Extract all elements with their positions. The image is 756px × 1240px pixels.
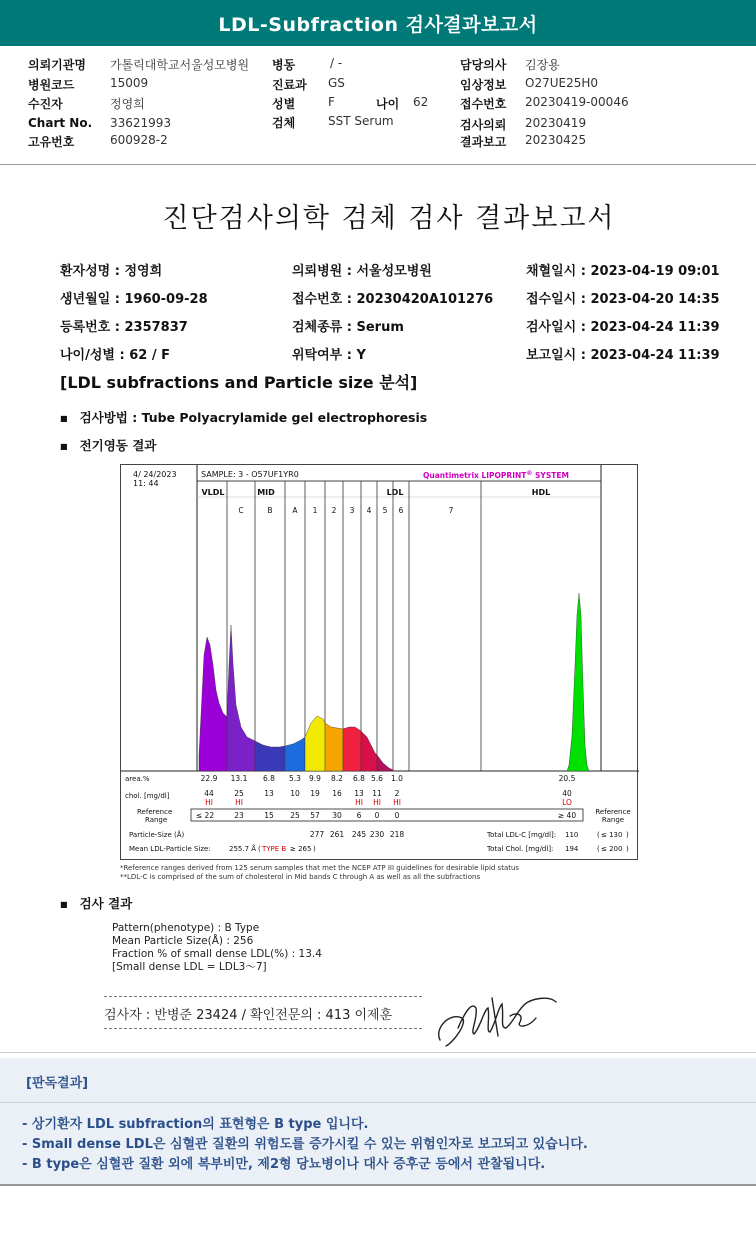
patient-info: 검체종류 : Serum: [292, 320, 404, 335]
patient-info: 환자성명 : 정영희: [60, 264, 163, 279]
ref-value: ≤ 22: [195, 811, 215, 820]
area-value: 5.6: [371, 774, 383, 783]
meta-label: 임상정보: [460, 78, 507, 92]
curve-segment: [285, 737, 305, 771]
group-label-mid: MID: [257, 488, 275, 497]
result-bullet: ■ 검사 결과: [60, 894, 132, 912]
band-label: B: [267, 506, 273, 515]
area-value: 8.2: [331, 774, 343, 783]
total-ldl-ref-close: ): [626, 831, 629, 839]
meta-label: 담당의사: [460, 58, 507, 72]
group-label-hdl: HDL: [531, 488, 551, 497]
band-label: A: [292, 506, 298, 515]
meta-value: F: [328, 95, 335, 109]
curve-segment: [567, 593, 589, 771]
band-label: 4: [366, 506, 372, 515]
meta-value: GS: [328, 76, 345, 90]
mean-size-paren: (: [258, 845, 261, 853]
particle-label: Particle-Size (Å): [129, 831, 185, 839]
meta-value: 정영희: [110, 97, 145, 111]
particle-value: 218: [389, 830, 405, 839]
electro-bullet: ■ 전기영동 결과: [60, 436, 156, 454]
mean-type: TYPE B: [262, 845, 287, 853]
particle-value: 277: [309, 830, 325, 839]
ref-range-box: [191, 809, 583, 821]
total-chol-ref: ≤ 200: [601, 845, 623, 853]
meta-value: 20230425: [525, 133, 587, 147]
curve-segment: [361, 731, 377, 771]
electrophoresis-chart: [120, 464, 638, 860]
curve-segment: [255, 741, 285, 771]
ref-value: 57: [310, 811, 320, 820]
band-label: 2: [331, 506, 337, 515]
patient-info: 보고일시 : 2023-04-24 11:39: [526, 348, 720, 363]
chol-flag: HI: [373, 798, 381, 807]
chol-value: 11: [372, 789, 382, 798]
signature-image: [432, 988, 562, 1050]
particle-value: 245: [351, 830, 367, 839]
total-ldl-ref-open: (: [597, 831, 600, 839]
ref-value: 15: [264, 811, 274, 820]
chol-value: 13: [264, 789, 274, 798]
report-title-bar: [0, 0, 756, 46]
meta-value: 김장용: [525, 58, 560, 72]
meta-value: SST Serum: [328, 114, 394, 128]
meta-label: 수진자: [28, 97, 63, 111]
interpretation-line: - 상기환자 LDL subfraction의 표현형은 B type 입니다.: [22, 1117, 369, 1132]
chol-value: 13: [354, 789, 364, 798]
interpretation-title: [판독결과]: [26, 1076, 89, 1091]
total-ldl-label: Total LDL-C [mg/dl]:: [487, 831, 557, 839]
chol-flag: HI: [355, 798, 363, 807]
patient-info: 접수번호 : 20230420A101276: [292, 292, 494, 307]
meta-value: 20230419: [525, 116, 587, 130]
meta-value: 가톨릭대학교서울성모병원: [110, 58, 250, 72]
chart-date: 4/ 24/2023: [133, 470, 177, 479]
result-line: Pattern(phenotype) : B Type: [112, 922, 260, 934]
meta-value: 62: [413, 95, 429, 109]
meta-value: 15009: [110, 76, 149, 90]
report-heading: 진단검사의학 검체 검사 결과보고서: [162, 203, 616, 234]
meta-label: 검체: [272, 116, 296, 130]
meta-value: 33621993: [110, 116, 172, 130]
group-label-ldl: LDL: [386, 488, 404, 497]
result-line: Mean Particle Size(Å) : 256: [112, 935, 254, 947]
chol-value: 10: [290, 789, 300, 798]
meta-label: 나이: [376, 97, 400, 111]
patient-info: 생년월일 : 1960-09-28: [60, 292, 208, 307]
result-line: Fraction % of small dense LDL(%) : 13.4: [112, 948, 322, 960]
total-ldl-value: 110: [565, 831, 579, 839]
meta-label: Chart No.: [28, 116, 93, 130]
total-chol-label: Total Chol. [mg/dl]:: [487, 845, 554, 853]
method-bullet: ■ 검사방법 : Tube Polyacrylamide gel electrophoresis: [60, 408, 427, 426]
area-value: 9.9: [309, 774, 321, 783]
chol-flag: LO: [562, 798, 572, 807]
curve-segment: [305, 716, 325, 771]
band-label: 7: [448, 506, 454, 515]
curve-segment: [343, 727, 361, 771]
chol-value: 2: [394, 789, 400, 798]
section-title: [LDL subfractions and Particle size 분석]: [60, 373, 418, 392]
footnote: *Reference ranges derived from 125 serum samples that met the NCEP ATP III guidelines for desirable lipid status: [120, 864, 520, 872]
sign-dash-top: [104, 996, 422, 997]
chart-sample: SAMPLE: 3 - O57UF1YR0: [201, 470, 299, 479]
meta-label: 진료과: [272, 78, 307, 92]
chol-value: 44: [204, 789, 214, 798]
row-label-area: area.%: [125, 775, 150, 783]
ref-value: 0: [394, 811, 400, 820]
chart-brand: [423, 470, 569, 480]
row-label-chol: chol. [mg/dl]: [125, 792, 170, 800]
result-summary: [112, 922, 322, 974]
interpretation-body: [0, 1102, 756, 1184]
meta-label: 성별: [272, 97, 296, 111]
meta-value: 20230419-00046: [525, 95, 629, 109]
result-line: [Small dense LDL = LDL3～7]: [112, 961, 267, 973]
area-value: 6.8: [353, 774, 365, 783]
area-value: 22.9: [200, 774, 218, 783]
ref-value: 30: [332, 811, 342, 820]
total-chol-value: 194: [565, 845, 579, 853]
chol-flag: HI: [393, 798, 401, 807]
chol-flag: HI: [205, 798, 213, 807]
row-label-ref: Reference: [137, 808, 173, 816]
mean-ref-close: ): [313, 845, 316, 853]
brand-suffix: SYSTEM: [532, 471, 569, 480]
meta-info: [0, 50, 756, 154]
meta-label: 의뢰기관명: [28, 58, 86, 72]
ref-value: 25: [290, 811, 300, 820]
table-values: [195, 774, 579, 839]
meta-label: 결과보고: [460, 135, 507, 149]
area-value: 5.3: [289, 774, 301, 783]
curve-segment: [325, 723, 343, 771]
patient-info: 나이/성별 : 62 / F: [60, 348, 171, 363]
area-value: 20.5: [558, 774, 576, 783]
sign-dash-bottom: [104, 1028, 422, 1029]
patient-info: 위탁여부 : Y: [292, 348, 366, 363]
chart-footnotes: [120, 864, 519, 882]
meta-value: O27UE25H0: [525, 76, 599, 90]
band-label: 6: [398, 506, 404, 515]
mean-size-value: 255.7 Å: [229, 845, 257, 853]
electrophoresis-curve: [199, 593, 589, 771]
footnote: **LDL-C is comprised of the sum of cholesterol in Mid bands C through A as well as all the subfractions: [120, 873, 481, 881]
row-label-ref-right: Range: [601, 816, 625, 824]
band-label: 3: [349, 506, 355, 515]
signature-stroke: [439, 998, 556, 1046]
signer-line: 검사자 : 반병준 23424 / 확인전문의 : 413 이제훈: [104, 1008, 393, 1023]
curve-segment: [227, 625, 255, 771]
chol-flag: HI: [235, 798, 243, 807]
area-value: 1.0: [391, 774, 403, 783]
ref-value: ≥ 40: [557, 811, 577, 820]
curve-segment: [377, 755, 393, 771]
ref-value: 0: [374, 811, 380, 820]
chol-value: 16: [332, 789, 342, 798]
patient-info: 의뢰병원 : 서울성모병원: [292, 264, 432, 279]
band-label: C: [238, 506, 244, 515]
brand-reg: ®: [526, 470, 533, 477]
meta-label: 검사의뢰: [460, 118, 507, 132]
meta-label: 접수번호: [460, 97, 507, 111]
row-label-ref: Range: [145, 816, 168, 824]
meta-value: 600928-2: [110, 133, 168, 147]
mean-size-label: Mean LDL-Particle Size:: [129, 845, 211, 853]
report-title: LDL-Subfraction 검사결과보고서: [218, 13, 538, 36]
band-labels: [238, 506, 453, 515]
meta-label: 병원코드: [28, 78, 75, 92]
chart-time: 11: 44: [133, 479, 159, 488]
band-label: 1: [312, 506, 318, 515]
ref-value: 23: [234, 811, 244, 820]
chol-value: 25: [234, 789, 244, 798]
row-label-ref-right: Reference: [595, 808, 631, 816]
total-ldl-ref: ≤ 130: [601, 831, 623, 839]
interpretation-header: [0, 1058, 756, 1102]
meta-value: / -: [330, 56, 343, 70]
curve-segment: [199, 637, 227, 771]
meta-label: 병동: [272, 58, 296, 72]
chol-value: 19: [310, 789, 320, 798]
patient-info: 검사일시 : 2023-04-24 11:39: [526, 320, 720, 335]
total-chol-ref-open: (: [597, 845, 600, 853]
meta-label: 고유번호: [28, 135, 75, 149]
area-value: 6.8: [263, 774, 275, 783]
mean-ref: ≥ 265: [290, 845, 312, 853]
chol-value: 40: [562, 789, 572, 798]
interpretation-line: - Small dense LDL은 심혈관 질환의 위험도를 증가시킬 수 있는 위험인자로 보고되고 있습니다.: [22, 1137, 588, 1152]
patient-info: 채혈일시 : 2023-04-19 09:01: [526, 264, 720, 279]
separator: [0, 164, 756, 165]
bottom-rule: [0, 1184, 756, 1186]
band-label: 5: [382, 506, 388, 515]
interpretation-panel: [0, 1058, 756, 1184]
total-chol-ref-close: ): [626, 845, 629, 853]
brand-name: Quantimetrix LIPOPRINT: [423, 471, 527, 480]
chart-svg: [121, 465, 639, 861]
group-label-vldl: VLDL: [201, 488, 225, 497]
ref-value: 6: [356, 811, 362, 820]
patient-info: 접수일시 : 2023-04-20 14:35: [526, 292, 720, 307]
embedded-report: [28, 172, 750, 1052]
interpretation-line: - B type은 심혈관 질환 외에 복부비만, 제2형 당뇨병이나 대사 증후군 등에서 관찰됩니다.: [22, 1157, 546, 1172]
particle-value: 230: [369, 830, 385, 839]
area-value: 13.1: [230, 774, 248, 783]
particle-value: 261: [329, 830, 345, 839]
separator: [0, 1052, 756, 1053]
patient-info: 등록번호 : 2357837: [60, 320, 188, 335]
